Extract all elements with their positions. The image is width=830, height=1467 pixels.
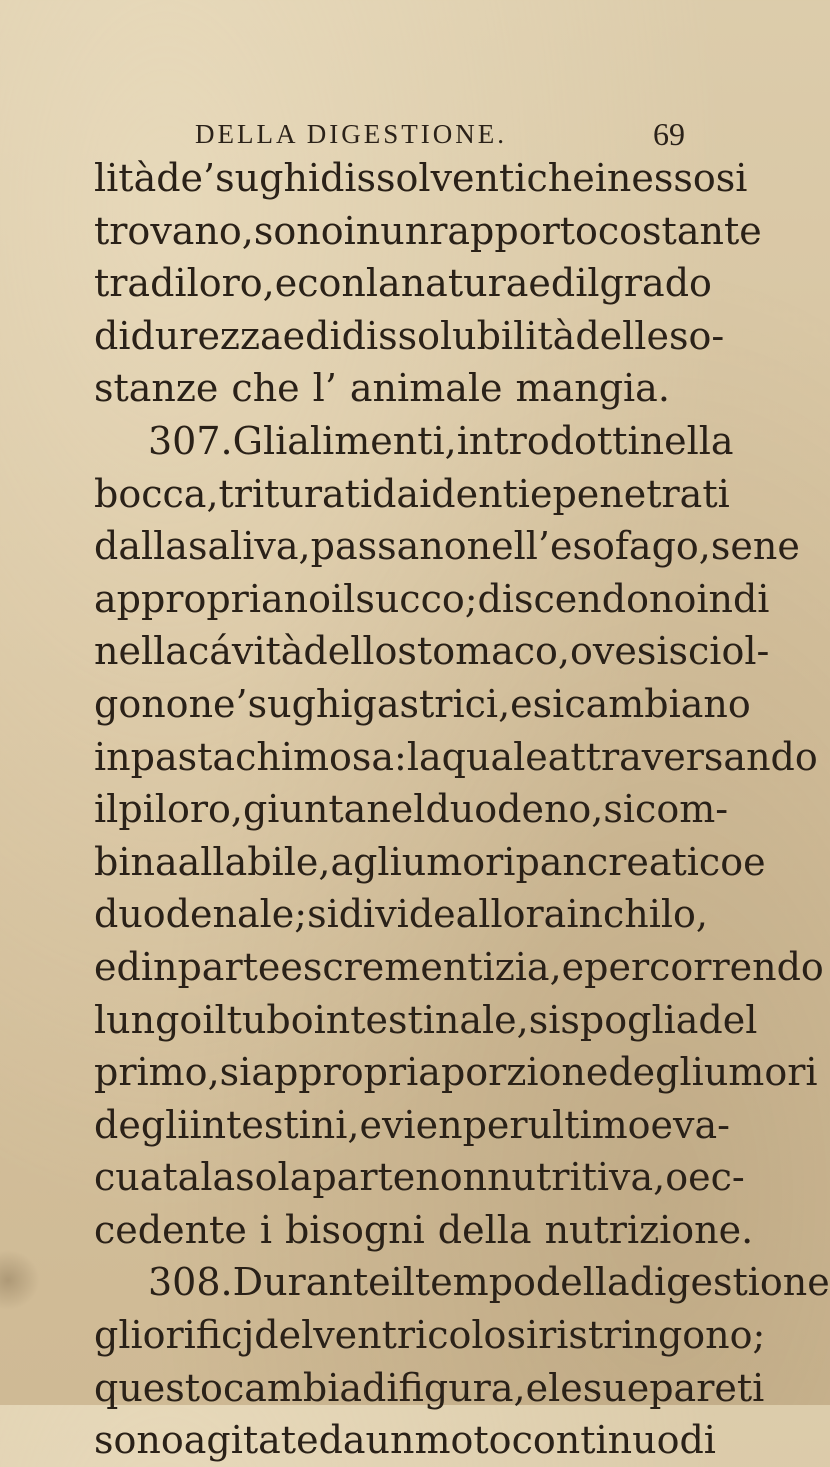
word: ,	[444, 418, 457, 463]
word: sciol-	[668, 629, 770, 674]
word: continuo	[511, 1418, 680, 1463]
word: del	[698, 997, 758, 1042]
word: i	[259, 1207, 272, 1252]
word: degli	[94, 1102, 190, 1147]
word: succo	[355, 576, 465, 621]
word: gono	[94, 681, 189, 726]
word: ,	[318, 839, 331, 884]
word: cambia	[222, 1365, 363, 1410]
word: un	[380, 208, 430, 253]
word: pareti	[649, 1365, 765, 1410]
word: spoglia	[560, 997, 699, 1042]
word: ,	[591, 787, 604, 832]
text-line	[94, 994, 758, 1047]
word: se	[710, 524, 753, 569]
word: di	[362, 1365, 399, 1410]
word: ,	[698, 524, 711, 569]
word: ,	[241, 208, 254, 253]
word: la	[365, 261, 401, 306]
word: digestione	[629, 1260, 830, 1305]
word: duodeno	[425, 787, 592, 832]
word: con	[297, 261, 366, 306]
word: costante	[597, 208, 762, 253]
word: il	[202, 997, 227, 1042]
word: esso	[631, 156, 716, 200]
word: dalla	[94, 524, 188, 569]
word: in	[566, 892, 603, 937]
word: primo	[94, 1050, 208, 1095]
word: ,	[347, 1102, 360, 1147]
word: nutrizione.	[544, 1207, 754, 1252]
word: duodenale	[94, 892, 295, 937]
word: orificj	[142, 1313, 255, 1358]
text-line	[94, 1414, 716, 1467]
word: della	[437, 1207, 532, 1252]
word: ,	[513, 1365, 526, 1410]
word: grado	[599, 261, 712, 306]
word: appropria	[251, 1050, 441, 1095]
word: giunta	[242, 787, 367, 832]
word: appropriano	[94, 576, 331, 621]
word: lungo	[94, 997, 203, 1042]
word: ,	[207, 1050, 220, 1095]
word: cambiano	[564, 681, 751, 726]
word: di	[305, 313, 342, 358]
word: si	[532, 681, 565, 726]
word: divide	[338, 892, 456, 937]
word: lità	[94, 156, 157, 200]
word: delle	[575, 313, 669, 358]
word: ove	[570, 629, 637, 674]
word: ,	[206, 471, 219, 516]
word: o	[665, 1155, 689, 1200]
word: che	[526, 156, 595, 200]
word: ,	[653, 1155, 666, 1200]
word: per	[462, 1102, 528, 1147]
word: bina	[94, 839, 178, 884]
text-line	[94, 468, 730, 521]
word: questo	[94, 1365, 223, 1410]
word: di	[150, 261, 187, 306]
word: umori	[401, 839, 516, 884]
word: sono	[94, 1418, 184, 1463]
word: e	[510, 681, 533, 726]
word: indi	[696, 576, 770, 621]
word: in	[140, 944, 178, 989]
word: nel	[366, 787, 426, 832]
word: la	[406, 734, 442, 779]
word: si	[715, 156, 748, 200]
word: si	[307, 892, 339, 937]
text-line	[94, 1151, 745, 1204]
word: de’	[156, 156, 216, 200]
word: ne	[752, 524, 800, 569]
word: Gli	[232, 418, 288, 463]
word: nell’esofago	[466, 524, 699, 569]
word: il	[94, 787, 119, 832]
word: ventricolo	[313, 1313, 507, 1358]
word: rapporto	[429, 208, 598, 253]
text-line	[94, 1204, 754, 1257]
word: 308.	[148, 1260, 233, 1305]
text-line	[94, 415, 734, 468]
word: pasta	[130, 734, 236, 779]
word: tempo	[414, 1260, 536, 1305]
word: e	[561, 944, 585, 989]
word: dissolubilità	[341, 313, 576, 358]
word: si	[506, 1313, 539, 1358]
text-line	[94, 573, 770, 626]
word: stanze	[94, 366, 219, 411]
word: pancreatico	[515, 839, 744, 884]
word: tra	[94, 261, 151, 306]
word: percorrendo	[584, 944, 824, 989]
word: si	[219, 1050, 252, 1095]
word: del	[254, 1313, 314, 1358]
text-line	[94, 205, 762, 258]
word: alimenti	[287, 418, 445, 463]
word: 307.	[148, 418, 233, 463]
word: saliva	[187, 524, 299, 569]
word: agli	[330, 839, 402, 884]
word: allora	[455, 892, 567, 937]
word: della	[535, 1260, 630, 1305]
word: la	[200, 1155, 236, 1200]
word: tubo	[226, 997, 314, 1042]
text-line	[94, 888, 709, 941]
word: figura	[398, 1365, 514, 1410]
word: ultimo	[527, 1102, 651, 1147]
word: attraversando	[547, 734, 818, 779]
word: moto	[414, 1418, 512, 1463]
word: si	[528, 997, 561, 1042]
word: sola	[235, 1155, 313, 1200]
text-line	[94, 836, 766, 889]
word: il	[390, 1260, 415, 1305]
running-head	[195, 112, 685, 156]
word: introdotti	[456, 418, 640, 463]
word: ,	[298, 524, 311, 569]
word: in	[94, 734, 131, 779]
body-text	[94, 152, 830, 1467]
word: :	[394, 734, 407, 779]
word: intestinale	[313, 997, 517, 1042]
word: chilo	[602, 892, 696, 937]
word: bisogni	[284, 1207, 425, 1252]
word: in	[594, 156, 632, 200]
word: mangia.	[515, 366, 670, 411]
word: quale	[441, 734, 548, 779]
word: so-	[668, 313, 725, 358]
text-line	[94, 1099, 730, 1152]
word: ,	[695, 892, 709, 937]
word: gastrici	[352, 681, 499, 726]
word: dello	[303, 629, 398, 674]
running-title: DELLA DIGESTIONE.	[195, 118, 507, 149]
word: e	[282, 313, 306, 358]
text-line	[94, 941, 824, 994]
word: nella	[94, 629, 188, 674]
text-line	[94, 257, 712, 310]
word: non	[415, 1155, 488, 1200]
word: cávità	[187, 629, 304, 674]
page-edge-stain	[0, 1250, 40, 1310]
word: trovano	[94, 208, 242, 253]
word: cuata	[94, 1155, 201, 1200]
word: loro	[186, 261, 263, 306]
word: discendono	[477, 576, 697, 621]
word: nutritiva	[487, 1155, 654, 1200]
word: stomaco	[397, 629, 558, 674]
word: ,	[498, 681, 511, 726]
word: e	[525, 1365, 549, 1410]
text-line	[94, 310, 725, 363]
word: alla	[177, 839, 248, 884]
word: escrementizia	[280, 944, 550, 989]
word: ec-	[688, 1155, 745, 1200]
word: ristringono	[538, 1313, 753, 1358]
word: si	[636, 629, 669, 674]
word: vien	[381, 1102, 463, 1147]
word: nella	[639, 418, 734, 463]
word: com-	[635, 787, 729, 832]
word: ;	[752, 1313, 766, 1358]
word: animale	[349, 366, 503, 411]
word: ,	[549, 944, 562, 989]
word: ,	[262, 261, 275, 306]
word: sughi	[215, 156, 321, 200]
word: dissolventi	[320, 156, 527, 200]
word: e	[743, 839, 766, 884]
word: un	[365, 1418, 415, 1463]
word: umori	[703, 1050, 818, 1095]
word: ;	[464, 576, 478, 621]
text-line	[94, 678, 751, 731]
word: ,	[557, 629, 571, 674]
text-line	[94, 1309, 766, 1362]
word: sughi	[247, 681, 353, 726]
word: porzione	[440, 1050, 609, 1095]
word: parte	[177, 944, 281, 989]
word: il	[331, 576, 356, 621]
word: dai	[372, 471, 432, 516]
word: penetrati	[552, 471, 730, 516]
word: di	[679, 1418, 716, 1463]
word: sue	[582, 1365, 650, 1410]
word: l’	[312, 366, 337, 411]
text-line	[94, 152, 748, 205]
text-line	[94, 1046, 818, 1099]
text-line	[94, 362, 704, 415]
word: denti	[431, 471, 530, 516]
word: intestini	[189, 1102, 348, 1147]
word: da	[318, 1418, 366, 1463]
word: parte	[312, 1155, 416, 1200]
text-line	[94, 1256, 830, 1309]
word: di	[94, 313, 131, 358]
word: ed	[94, 944, 141, 989]
text-line	[94, 1362, 765, 1415]
word: e	[529, 471, 553, 516]
word: chimosa	[235, 734, 395, 779]
word: Durante	[232, 1260, 391, 1305]
text-line	[94, 520, 800, 573]
word: bocca	[94, 471, 207, 516]
word: ed	[528, 261, 576, 306]
word: ,	[230, 787, 243, 832]
word: triturati	[218, 471, 373, 516]
word: cedente	[94, 1207, 247, 1252]
word: degli	[608, 1050, 704, 1095]
text-line	[94, 731, 818, 784]
page-number: 69	[653, 115, 685, 152]
word: passano	[310, 524, 467, 569]
word: e	[274, 261, 298, 306]
word: e	[359, 1102, 382, 1147]
word: ne’	[188, 681, 248, 726]
word: bile	[247, 839, 319, 884]
word: ,	[516, 997, 529, 1042]
text-line	[94, 625, 770, 678]
word: durezza	[130, 313, 283, 358]
text-line	[94, 783, 729, 836]
word: il	[575, 261, 600, 306]
word: ;	[294, 892, 308, 937]
word: eva-	[650, 1102, 730, 1147]
word: le	[548, 1365, 583, 1410]
word: sono	[253, 208, 344, 253]
word: che	[231, 366, 300, 411]
word: piloro	[118, 787, 231, 832]
word: natura	[400, 261, 529, 306]
word: gli	[94, 1313, 143, 1358]
word: agitate	[183, 1418, 319, 1463]
word: in	[343, 208, 381, 253]
word: si	[603, 787, 636, 832]
